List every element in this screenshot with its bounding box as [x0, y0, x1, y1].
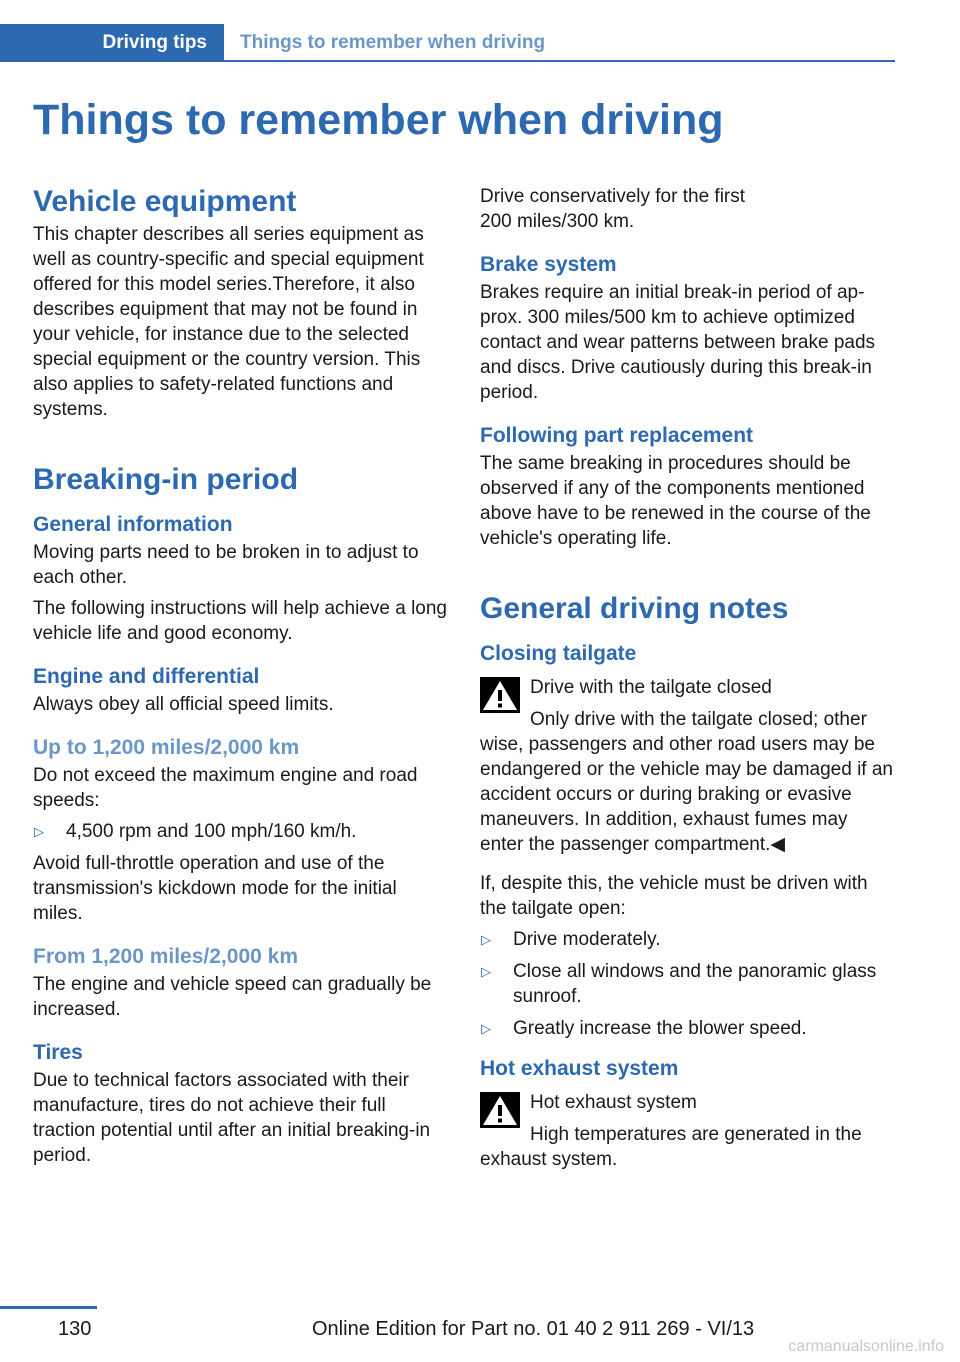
heading-tires: Tires: [33, 1041, 83, 1064]
triangle-bullet-icon: ▷: [481, 1021, 491, 1036]
right-column: [480, 184, 895, 1178]
section-tab[interactable]: Things to remember when driving: [240, 32, 546, 53]
paragraph-engine: Always obey all official speed limits.: [33, 694, 334, 715]
chapter-tab[interactable]: Driving tips: [0, 24, 224, 62]
heading-vehicle-equipment: Vehicle equipment: [33, 185, 297, 218]
paragraph-from: The engine and vehicle speed can gradually be increased.: [33, 974, 432, 1020]
paragraph-tires: Due to technical factors associated with their manufacture, tires do not achieve their full traction potential until after an initial breaking-in period.: [33, 1070, 431, 1166]
paragraph-up-to: Do not exceed the maximum engine and road speeds:: [33, 765, 418, 811]
bullet-list-up-to: [33, 819, 448, 844]
paragraph-despite: If, despite this, the vehicle must be driven with the tailgate open:: [480, 873, 868, 919]
heading-breaking-in: Breaking-in period: [33, 463, 299, 496]
bullet-list-tailgate: [480, 927, 895, 1041]
warning-text: wise, passengers and other road users may be endangered or the vehicle may be damaged if an accident occurs or during braking or evasive maneuvers. In addition, exhaust fumes may enter the passenger compartment.◀: [480, 734, 893, 855]
page-number: 130: [58, 1318, 92, 1340]
warning-text: exhaust system.: [480, 1149, 618, 1170]
triangle-bullet-icon: ▷: [34, 824, 44, 839]
paragraph-drive-conservatively: Drive conservatively for the first 200 miles/300 km.: [480, 186, 746, 232]
edition-text: Online Edition for Part no. 01 40 2 911 269 - VI/13: [312, 1318, 755, 1340]
heading-brake-system: Brake system: [480, 253, 617, 276]
warning-text-line1: Only drive with the tailgate closed; other: [530, 709, 867, 730]
list-item: ▷ Drive moderately.: [481, 929, 661, 950]
page-title: Things to remember when driving: [33, 96, 724, 144]
left-column: [33, 184, 448, 1174]
heading-general-driving-notes: General driving notes: [480, 592, 789, 625]
watermark: carmanualsonline.info: [788, 1338, 944, 1355]
list-item: ▷ 4,500 rpm and 100 mph/160 km/h.: [34, 821, 357, 842]
heading-general-information: General information: [33, 513, 233, 536]
warning-triangle-icon: [480, 1092, 520, 1128]
running-header: [0, 24, 895, 62]
paragraph-brake-system: Brakes require an initial break-in period of approx. 300 miles/500 km to achieve optimized contact and wear patterns between brake pads and discs. Drive cautiously during this break-in period.: [480, 282, 876, 403]
header-rule: [224, 60, 895, 62]
warning-title: Hot exhaust system: [530, 1092, 697, 1113]
paragraph-general-1: Moving parts need to be broken in to adjust to each other.: [33, 542, 419, 588]
heading-hot-exhaust: Hot exhaust system: [480, 1057, 679, 1080]
list-item: ▷ Greatly increase the blower speed.: [481, 1018, 807, 1039]
list-item: ▷ Close all windows and the panoramic glass sunroof.: [481, 961, 877, 1007]
heading-engine-differential: Engine and differential: [33, 665, 260, 688]
heading-following-part-replacement: Following part replacement: [480, 424, 754, 447]
heading-up-to-1200: Up to 1,200 miles/2,000 km: [33, 736, 300, 759]
paragraph-vehicle-equipment: This chapter describes all series equipment as well as country-specific and special equipment offered for this model series.Therefore, it also describes equipment that may not be found in your vehicle, for instance due to the selected special equipment or the country version. This also applies to safety-related functions and systems.: [33, 224, 424, 420]
warning-tailgate: [480, 675, 895, 857]
triangle-bullet-icon: ▷: [481, 964, 491, 979]
heading-closing-tailgate: Closing tailgate: [480, 642, 637, 665]
warning-triangle-icon: [480, 677, 520, 713]
paragraph-general-2: The following instructions will help achieve a long vehicle life and good economy.: [33, 598, 448, 644]
warning-exhaust: [480, 1090, 895, 1172]
triangle-bullet-icon: ▷: [481, 932, 491, 947]
footer-rule: [0, 1306, 97, 1309]
paragraph-following: The same breaking in procedures should be observed if any of the components mentioned above have to be renewed in the course of the vehicle's operating life.: [480, 453, 871, 549]
warning-text-line1: High temperatures are generated in the: [530, 1124, 862, 1145]
heading-from-1200: From 1,200 miles/2,000 km: [33, 945, 298, 968]
warning-title: Drive with the tailgate closed: [530, 677, 772, 698]
paragraph-avoid: Avoid full-throttle operation and use of the transmission's kickdown mode for the initial miles.: [33, 853, 397, 924]
